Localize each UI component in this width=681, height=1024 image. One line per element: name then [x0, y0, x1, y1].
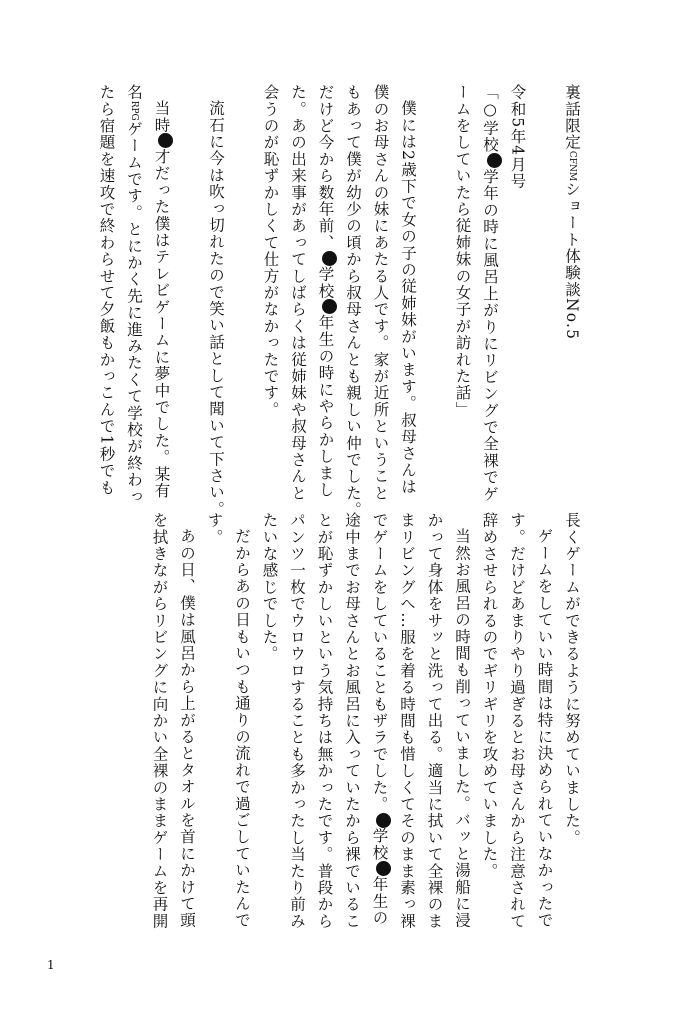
body-line: 僕には2歳下で女の子の従姉妹がいます。叔母さんは — [399, 99, 417, 495]
body-line: でゲームをしていることもザラでした。学校年生の — [365, 512, 393, 942]
body-line: 当時才だった僕はテレビゲームに夢中でした。某有 — [147, 84, 175, 504]
body-line: を拭きながらリビングに向かい全裸のままゲームを再開 — [150, 512, 169, 930]
body-line: す。だけどあまりやり過ぎるとお母さんから注意されて — [508, 512, 526, 930]
redaction-dot — [487, 153, 502, 168]
body-line: だからあの日もいつも通りの流れで過ごしていたんで — [233, 527, 251, 929]
body-line: ゲームをしていい時間は特に決められていなかったで — [535, 527, 554, 929]
body-line: まリビングへ…服を着る時間も惜しくてそのまま素っ裸 — [398, 512, 416, 930]
subtitle-line-1: 「○学校学年の時に風呂上がりにリビングで全裸でゲ — [476, 84, 504, 504]
body-line: だけど今から数年前、学校年生の時にやらかしまし — [311, 84, 339, 504]
body-line: 僕のお母さんの妹にあたる人です。家が近所ということ — [371, 84, 390, 502]
body-line: 途中までお母さんとお風呂に入っていたから裸でいるこ — [343, 512, 361, 930]
redaction-dot — [322, 299, 337, 314]
body-line: パンツ一枚でウロウロすることも多かったし当たり前み — [288, 512, 306, 930]
body-line: たら宿題を速攻で終わらせて夕飯もかっこんで1秒でも — [97, 84, 116, 496]
body-line: たいな感じでした。 — [260, 512, 279, 663]
body-line: あの日、僕は風呂から上がるとタオルを首にかけて頭 — [178, 527, 196, 929]
upper-text-block — [92, 84, 585, 519]
body-line: た。あの出来事があってしばらくは従姉妹や叔母さんと — [289, 84, 307, 502]
lower-text-block — [145, 512, 585, 942]
body-line: かって身体をサッと洗って出る。適当に拭いて全裸のま — [425, 512, 444, 930]
body-line: 当然お風呂の時間も削っていました。バッと湯船に浸 — [453, 527, 471, 929]
redaction-dot — [376, 861, 391, 876]
body-line: 長くゲームができるように努めていました。 — [563, 512, 581, 846]
body-line: す。 — [205, 512, 224, 546]
redaction-dot — [158, 133, 173, 148]
body-line: 会うのが恥ずかしくて仕方がなかったです。 — [261, 84, 280, 418]
issue-line: 令和5年4月号 — [508, 84, 527, 190]
redaction-dot — [376, 813, 391, 828]
page-number: 1 — [47, 958, 55, 972]
body-line: とが恥ずかしいという気持ちは無かったです。普段から — [315, 512, 334, 930]
body-line: 辞めさせられるのでギリギリを攻めていました。 — [480, 512, 499, 880]
body-line: 流石に今は吹っ切れたので笑い話として聞いて下さい。 — [207, 99, 225, 517]
redaction-dot — [322, 251, 337, 266]
body-line: もあって僕が幼少の頃から叔母さんとも親しい仲でした。 — [344, 84, 362, 519]
body-line: 名RPGゲームです。とにかく先に進みたくて学校が終わっ — [125, 84, 143, 505]
article-title: 裏話限定CFNMショート体験談No.5 — [563, 84, 581, 341]
subtitle-line-2: ームをしていたら従姉妹の女子が訪れた話」 — [453, 84, 472, 418]
